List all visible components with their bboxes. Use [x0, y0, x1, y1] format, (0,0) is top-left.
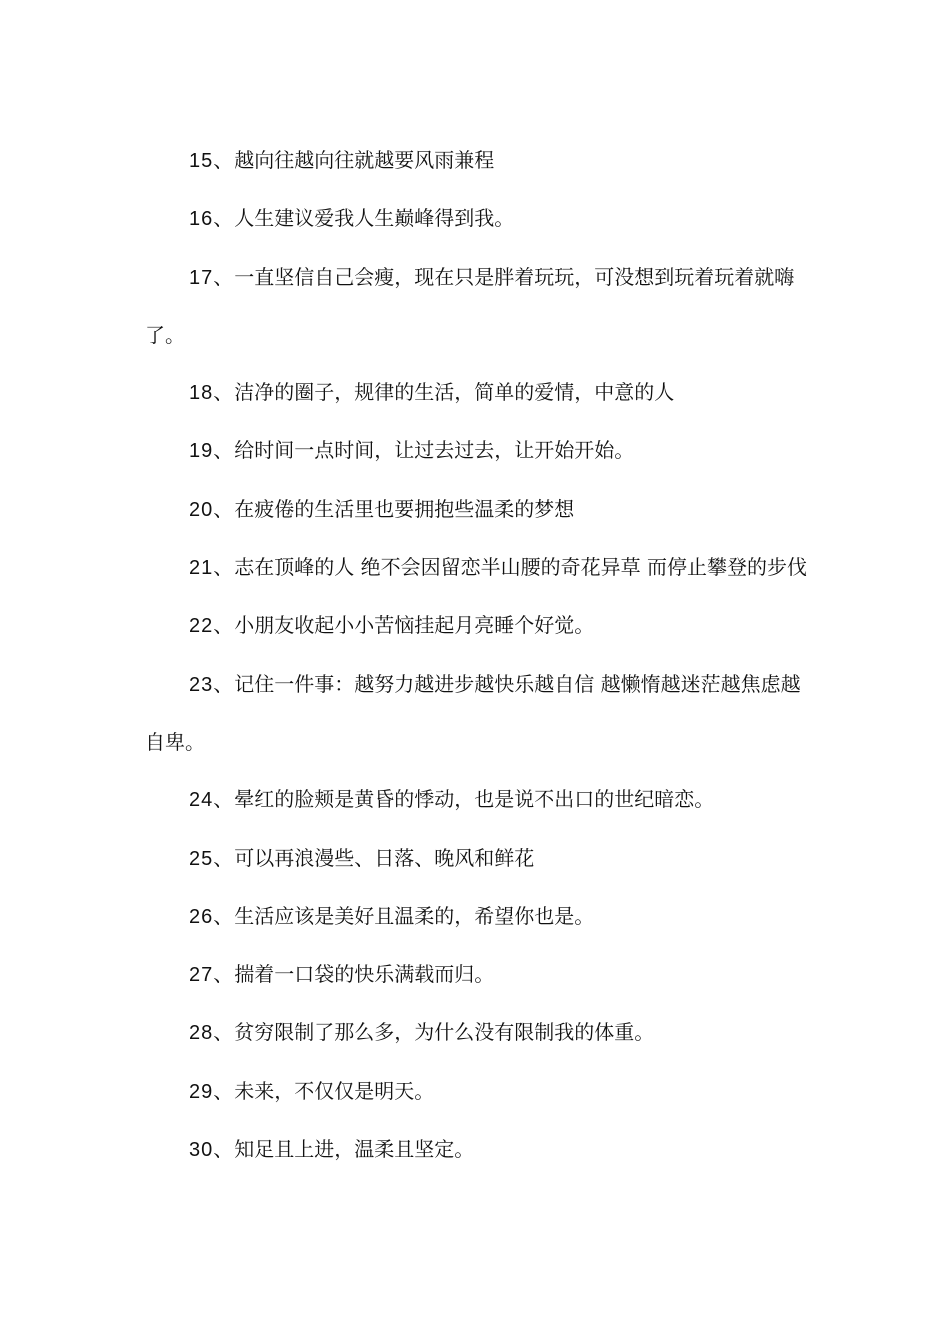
item-text: 可以再浪漫些、日落、晚风和鲜花: [234, 845, 535, 870]
list-item: [145, 1063, 810, 1121]
list-item: [145, 1121, 810, 1179]
item-number: 29、: [189, 1080, 235, 1103]
list-item: [145, 364, 810, 422]
list-item: [145, 422, 810, 480]
item-text: 洁净的圈子，规律的生活，简单的爱情，中意的人: [234, 380, 675, 405]
item-text: 生活应该是美好且温柔的，希望你也是。: [234, 903, 595, 928]
list-item: [145, 946, 810, 1004]
item-number: 30、: [189, 1139, 235, 1162]
item-text: 一直坚信自己会瘦，现在只是胖着玩玩，可没想到玩着玩着就嗨了。: [145, 264, 795, 347]
list-item: [145, 888, 810, 946]
list-item: [145, 249, 810, 365]
list-item: [145, 656, 810, 772]
item-number: 15、: [189, 150, 235, 172]
list-item: [145, 597, 810, 655]
item-number: 25、: [189, 847, 235, 870]
list-item: [145, 1004, 810, 1062]
item-text: 越向往越向往就越要风雨兼程: [234, 148, 495, 172]
item-number: 28、: [189, 1022, 235, 1045]
list-item: [145, 132, 810, 190]
item-text: 贫穷限制了那么多，为什么没有限制我的体重。: [234, 1020, 655, 1045]
item-text: 给时间一点时间，让过去过去，让开始开始。: [234, 438, 635, 463]
item-number: 22、: [189, 615, 235, 638]
item-text: 未来，不仅仅是明天。: [234, 1078, 435, 1103]
item-text: 晕红的脸颊是黄昏的悸动，也是说不出口的世纪暗恋。: [234, 787, 715, 812]
list-item: [145, 539, 810, 597]
item-text: 知足且上进，温柔且坚定。: [234, 1137, 475, 1162]
item-number: 17、: [189, 266, 235, 289]
item-number: 20、: [189, 498, 235, 521]
item-text: 志在顶峰的人 绝不会因留恋半山腰的奇花异草 而停止攀登的步伐: [234, 555, 807, 580]
item-number: 27、: [189, 964, 235, 987]
document-body: [145, 132, 810, 1179]
item-text: 小朋友收起小小苦恼挂起月亮睡个好觉。: [234, 613, 595, 638]
list-item: [145, 771, 810, 829]
item-text: 在疲倦的生活里也要拥抱些温柔的梦想: [234, 496, 575, 521]
item-number: 24、: [189, 789, 235, 812]
item-number: 19、: [189, 440, 235, 463]
item-number: 16、: [189, 208, 235, 231]
list-item: [145, 190, 810, 248]
item-text: 记住一件事：越努力越进步越快乐越自信 越懒惰越迷茫越焦虑越自卑。: [145, 671, 801, 754]
item-number: 21、: [189, 557, 235, 580]
list-item: [145, 481, 810, 539]
item-text: 人生建议爱我人生巅峰得到我。: [234, 206, 515, 231]
item-number: 18、: [189, 382, 235, 405]
item-number: 23、: [189, 673, 235, 696]
item-text: 揣着一口袋的快乐满载而归。: [234, 962, 495, 987]
item-number: 26、: [189, 905, 235, 928]
list-item: [145, 830, 810, 888]
